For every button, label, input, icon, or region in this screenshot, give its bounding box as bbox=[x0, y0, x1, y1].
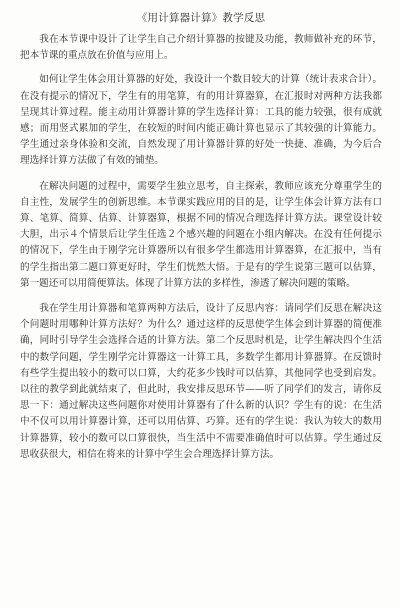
paragraph-1: 我在本节课中设计了让学生自己介绍计算器的按键及功能，教师做补充的环节，把本节课的重点放在价值与应用上。 bbox=[20, 34, 382, 62]
paragraph-2: 如何让学生体会用计算器的好处，我设计一个数目较大的计算（统计表求合计）。在没有提示的情况下，学生有的用笔算，有的用计算器算，在汇报时对两种方法我都呈现其计算过程。能主动用计算器计算的学生选择计算：工具的能力较强，很有成就感；而用竖式累加的学生，在较短的时间内能正确计算也显示了其较强的计算能力。学生通过亲身体验和交流，自然发现了用计算器计算的好处一快捷、准确，为今后合理选择计算方法做了有效的铺垫。 bbox=[20, 74, 382, 167]
paragraph-3: 在解决问题的过程中，需要学生独立思考，自主探索，教师应该充分尊重学生的自主性，发展学生的创新思维。本节课实践应用的目的是，让学生体会计算方法有口算、笔算、简算、估算、计算器算，根据不同的情况合理选择计算方法。课堂设计较大胆，出示４个情景后让学生任选２个感兴趣的问题在小组内解决。在没有任何提示的情况下，学生由于刚学完计算器所以有很多学生都选用计算器算，在汇报中，当有的学生指出第二题口算更好时，学生们恍然大悟。于是有的学生说第三题可以估算，第一题还可以用简便算法。体现了计算方法的多样性，渗透了解决问题的策略。 bbox=[20, 180, 382, 289]
document-title: 《用计算器计算》教学反思 bbox=[136, 12, 266, 24]
paragraph-4: 我在学生用计算器和笔算两种方法后，设计了反思内容：请同学们反思在解决这个问题时用哪种计算方法好？为什么？通过这样的反思使学生体会到计算器的简便准确，同时引导学生会选择合适的计算方法。第二个反思时机是，让学生解决四个生活中的数学问题，学生刚学完计算器这一计算工具，多数学生都用计算器算。在反馈时有些学生提出较小的数可以口算，大约花多少钱时可以估算，其他同学也受到启发。以往的教学到此就结束了，但此时，我安排反思环节——听了同学们的发言，请你反思一下：通过解决这些问题你对使用计算器有了什么新的认识？学生有的说：在生活中不仅可以用计算器计算，还可以用估算、巧算。还有的学生说：我认为较大的数用计算器算，较小的数可以口算很快，当生活中不需要准确值时可以估算。学生通过反思收获很大，相信在将来的计算中学生会合理选择计算方法。 bbox=[20, 303, 382, 460]
